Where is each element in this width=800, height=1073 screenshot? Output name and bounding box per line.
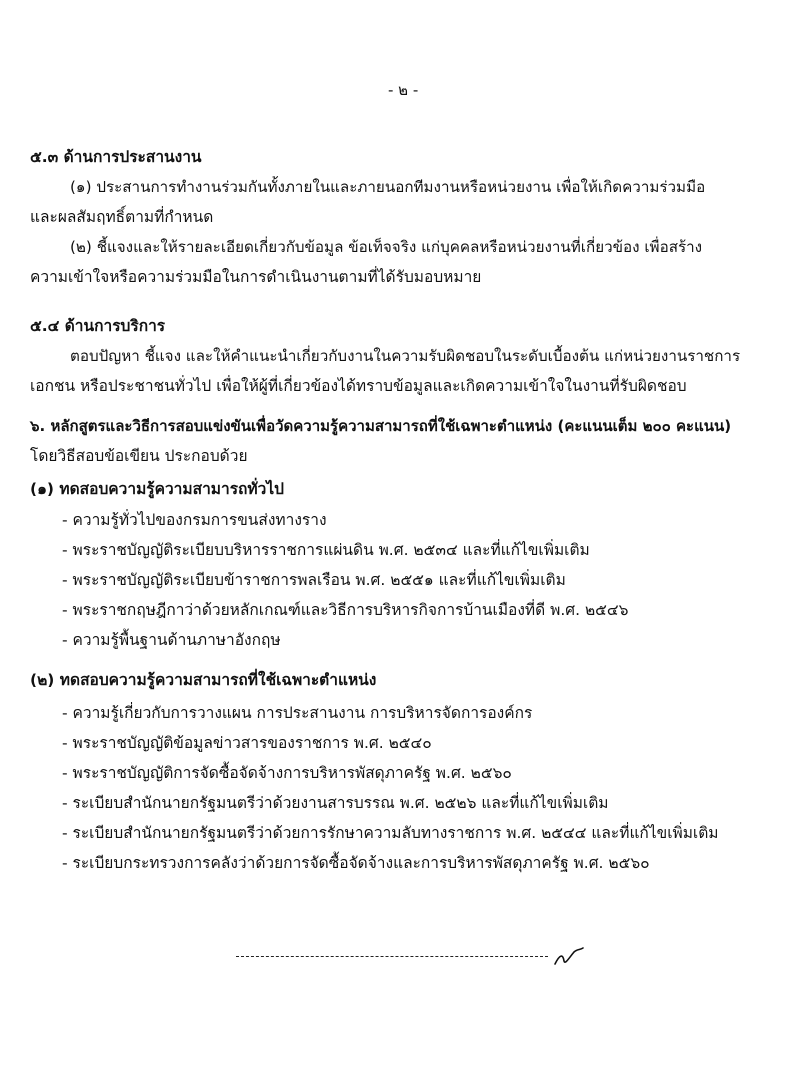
part-2-item: - ความรู้เกี่ยวกับการวางแผน การประสานงาน การบริหารจัดการองค์กร (62, 704, 533, 722)
section-5-3-heading: ๕.๓ ด้านการประสานงาน (30, 148, 202, 166)
part-1-item: - พระราชบัญญัติระเบียบบริหารราชการแผ่นดิน พ.ศ. ๒๕๓๔ และที่แก้ไขเพิ่มเติม (62, 541, 590, 559)
page-number: - ๒ - (388, 81, 419, 99)
section-5-3-item-2-line-2: ความเข้าใจหรือความร่วมมือในการดำเนินงานตามที่ได้รับมอบหมาย (30, 268, 482, 286)
part-2-item: - ระเบียบสำนักนายกรัฐมนตรีว่าด้วยงานสารบรรณ พ.ศ. ๒๕๒๖ และที่แก้ไขเพิ่มเติม (62, 794, 609, 812)
section-6-heading: ๖. หลักสูตรและวิธีการสอบแข่งขันเพื่อวัดความรู้ความสามารถที่ใช้เฉพาะตำแหน่ง (คะแนนเต็ม ๒๐๐ คะแนน) (30, 417, 732, 435)
section-5-3-item-2-line-1: (๒) ชี้แจงและให้รายละเอียดเกี่ยวกับข้อมูล ข้อเท็จจริง แก่บุคคลหรือหน่วยงานที่เกี่ยวข้อง เพื่อสร้าง (70, 238, 703, 256)
part-1-item: - พระราชบัญญัติระเบียบข้าราชการพลเรือน พ.ศ. ๒๕๕๑ และที่แก้ไขเพิ่มเติม (62, 571, 566, 589)
section-5-3-item-1-line-2: และผลสัมฤทธิ์ตามที่กำหนด (30, 208, 214, 226)
footer-dashed-line (236, 956, 548, 957)
part-2-title: (๒) ทดสอบความรู้ความสามารถที่ใช้เฉพาะตำแหน่ง (30, 671, 377, 689)
section-5-4-line-1: ตอบปัญหา ชี้แจง และให้คำแนะนำเกี่ยวกับงานในความรับผิดชอบในระดับเบื้องต้น แก่หน่วยงานราชการ (70, 347, 741, 365)
part-1-item: - ความรู้พื้นฐานด้านภาษาอังกฤษ (62, 631, 281, 649)
section-5-4-line-2: เอกชน หรือประชาชนทั่วไป เพื่อให้ผู้ที่เกี่ยวข้องได้ทราบข้อมูลและเกิดความเข้าใจในงานที่รับผิดชอบ (30, 377, 687, 395)
part-2-item: - พระราชบัญญัติการจัดซื้อจัดจ้างการบริหารพัสดุภาครัฐ พ.ศ. ๒๕๖๐ (62, 764, 512, 782)
section-6-intro: โดยวิธีสอบข้อเขียน ประกอบด้วย (30, 447, 248, 465)
part-1-item: - ความรู้ทั่วไปของกรมการขนส่งทางราง (62, 511, 327, 529)
signature-initial-icon (552, 946, 586, 970)
section-5-4-heading: ๕.๔ ด้านการบริการ (30, 317, 166, 335)
part-1-item: - พระราชกฤษฎีกาว่าด้วยหลักเกณฑ์และวิธีการบริหารกิจการบ้านเมืองที่ดี พ.ศ. ๒๕๔๖ (62, 601, 629, 619)
part-1-title: (๑) ทดสอบความรู้ความสามารถทั่วไป (30, 480, 284, 498)
part-2-item: - ระเบียบสำนักนายกรัฐมนตรีว่าด้วยการรักษาความลับทางราชการ พ.ศ. ๒๕๔๔ และที่แก้ไขเพิ่มเติม (62, 824, 719, 842)
section-5-3-item-1-line-1: (๑) ประสานการทำงานร่วมกันทั้งภายในและภายนอกทีมงานหรือหน่วยงาน เพื่อให้เกิดความร่วมมือ (70, 178, 706, 196)
part-2-item: - พระราชบัญญัติข้อมูลข่าวสารของราชการ พ.ศ. ๒๕๔๐ (62, 734, 432, 752)
part-2-item: - ระเบียบกระทรวงการคลังว่าด้วยการจัดซื้อจัดจ้างและการบริหารพัสดุภาครัฐ พ.ศ. ๒๕๖๐ (62, 854, 650, 872)
